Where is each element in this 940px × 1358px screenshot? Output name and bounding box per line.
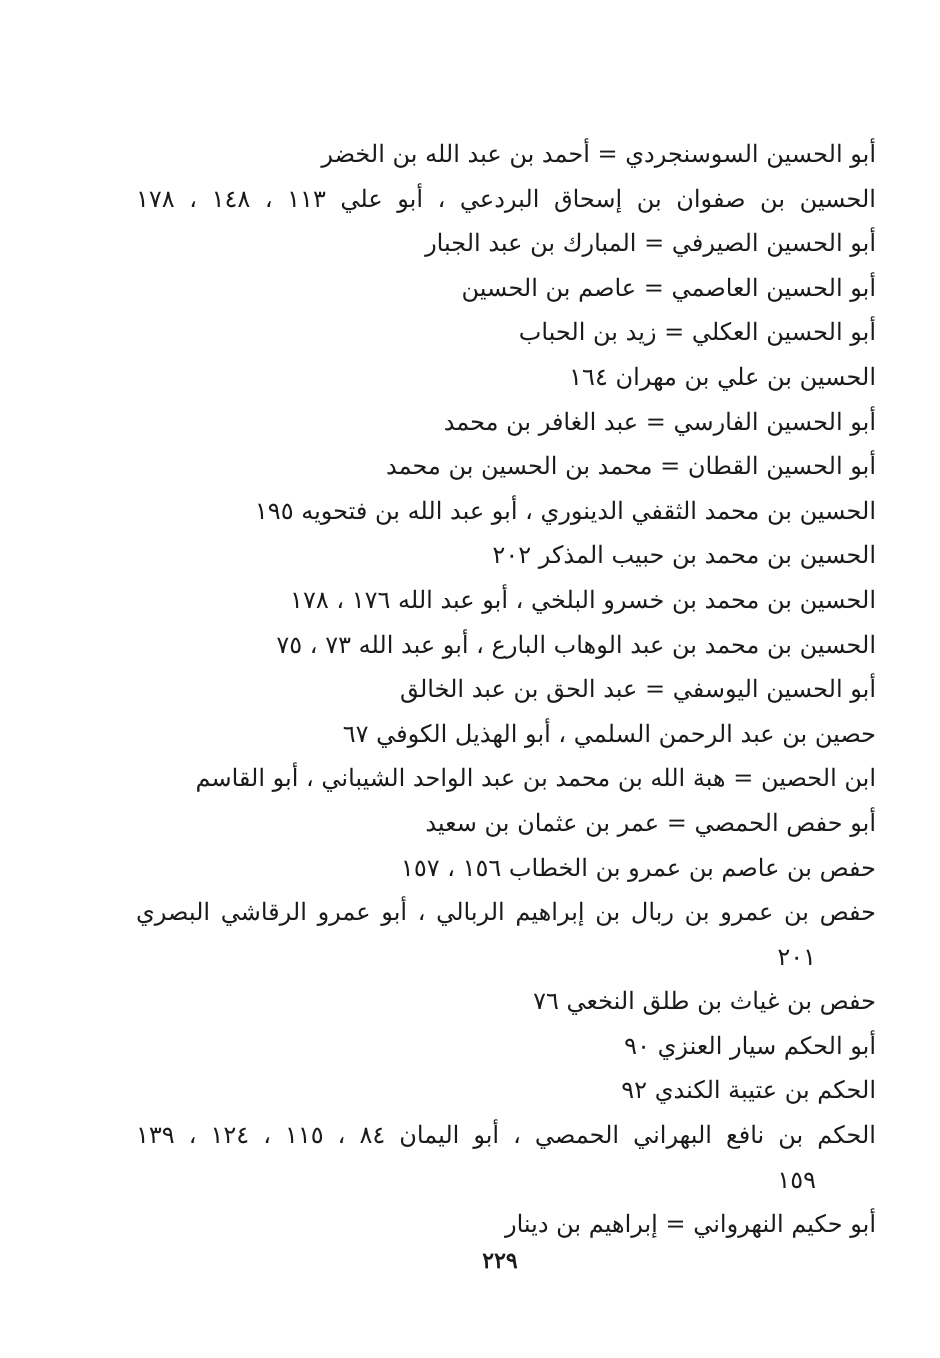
index-entry: أبو الحسين العكلي = زيد بن الحباب	[518, 318, 876, 347]
index-entry: حفص بن غياث بن طلق النخعي ٧٦	[533, 987, 876, 1016]
index-entry: الحسين بن محمد بن عبد الوهاب البارع ، أبو عبد الله ٧٣ ، ٧٥	[276, 630, 876, 659]
index-entry: الحسين بن محمد الثقفي الدينوري ، أبو عبد الله بن فتحويه ١٩٥	[254, 496, 876, 525]
index-entry: أبو حفص الحمصي = عمر بن عثمان بن سعيد	[425, 808, 876, 837]
index-entry-continuation: ٢٠١	[777, 942, 816, 971]
index-entry: أبو حكيم النهرواني = إبراهيم بن دينار	[505, 1210, 876, 1239]
index-entry: حفص بن عمرو بن ربال بن إبراهيم الربالي ، أبو عمرو الرقاشي البصري	[136, 898, 876, 927]
index-entry: حفص بن عاصم بن عمرو بن الخطاب ١٥٦ ، ١٥٧	[400, 853, 876, 882]
index-entry: أبو الحكم سيار العنزي ٩٠	[624, 1031, 876, 1060]
index-entry: الحسين بن محمد بن حبيب المذكر ٢٠٢	[492, 541, 876, 570]
index-entry: أبو الحسين الصيرفي = المبارك بن عبد الجبار	[425, 229, 876, 258]
index-entries	[136, 132, 876, 1247]
index-entry: ابن الحصين = هبة الله بن محمد بن عبد الواحد الشيباني ، أبو القاسم	[195, 764, 876, 793]
page-number: ٢٢٩	[482, 1248, 518, 1274]
index-entry: أبو الحسين القطان = محمد بن الحسين بن محمد	[386, 452, 876, 481]
index-entry: الحسين بن صفوان بن إسحاق البردعي ، أبو علي ١١٣ ، ١٤٨ ، ١٧٨	[136, 184, 876, 213]
index-entry: أبو الحسين السوسنجردي = أحمد بن عبد الله بن الخضر	[321, 140, 876, 168]
index-entry: الحسين بن محمد بن خسرو البلخي ، أبو عبد الله ١٧٦ ، ١٧٨	[290, 585, 876, 614]
index-entry: حصين بن عبد الرحمن السلمي ، أبو الهذيل الكوفي ٦٧	[342, 719, 876, 748]
index-entry-continuation: ١٥٩	[777, 1165, 816, 1194]
index-entry: أبو الحسين الفارسي = عبد الغافر بن محمد	[443, 407, 876, 436]
index-entry: الحسين بن علي بن مهران ١٦٤	[569, 362, 876, 391]
index-entry: أبو الحسين العاصمي = عاصم بن الحسين	[461, 273, 876, 302]
index-entry: الحكم بن عتيبة الكندي ٩٢	[621, 1076, 876, 1105]
index-entry: أبو الحسين اليوسفي = عبد الحق بن عبد الخالق	[399, 675, 876, 704]
index-entry: الحكم بن نافع البهراني الحمصي ، أبو اليمان ٨٤ ، ١١٥ ، ١٢٤ ، ١٣٩	[136, 1121, 876, 1150]
